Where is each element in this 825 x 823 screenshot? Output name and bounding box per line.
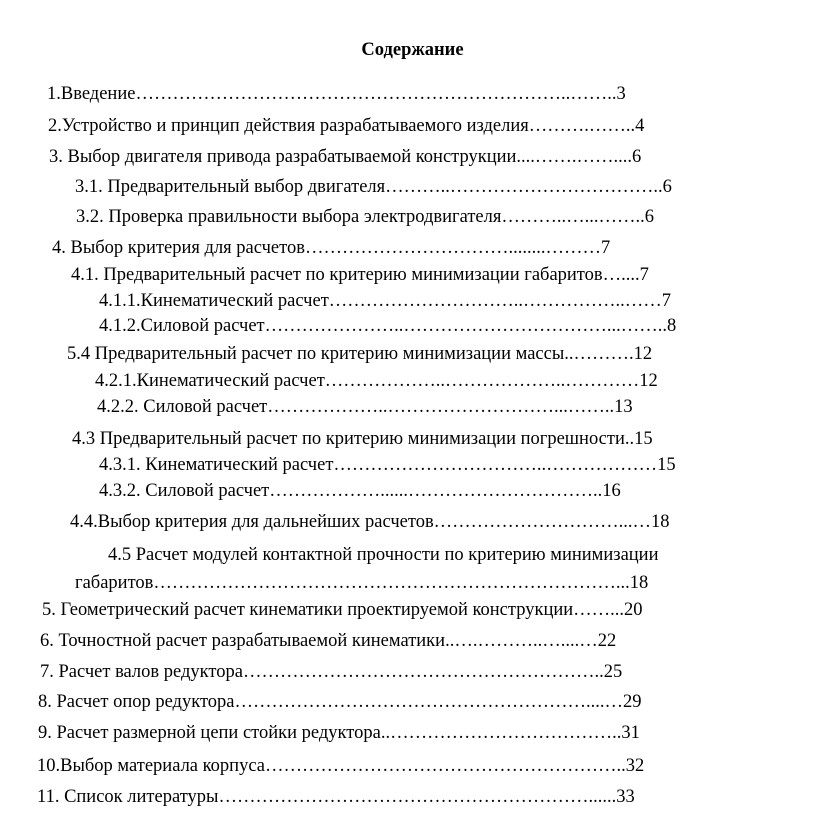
toc-entry-2: 2.Устройство и принцип действия разрабатываемого изделия……….……..4 [48, 116, 645, 136]
toc-entry-10: 10.Выбор материала корпуса…………………………………………………..32 [37, 756, 645, 776]
toc-entry-4-3-2: 4.3.2. Силовой расчет………………......…………………………..16 [99, 481, 621, 501]
toc-entry-5: 5. Геометрический расчет кинематики проектируемой конструкции……...20 [42, 600, 643, 620]
toc-entry-3-1: 3.1. Предварительный выбор двигателя………..……………………………..6 [75, 177, 672, 197]
toc-entry-8: 8. Расчет опор редуктора…………………………………………………....…29 [38, 692, 642, 712]
toc-entry-4-5-line2: габаритов…………………………………………………………………...18 [75, 573, 649, 593]
toc-entry-11: 11. Список литературы……………………………………………………......33 [37, 787, 635, 807]
toc-entry-5-4: 5.4 Предварительный расчет по критерию минимизации массы..……….12 [67, 344, 653, 364]
toc-entry-4-4: 4.4.Выбор критерия для дальнейших расчетов…………………………...…18 [70, 512, 670, 532]
toc-entry-6: 6. Точностной расчет разрабатываемой кинематики..….………..…....…22 [40, 631, 617, 651]
page-title: Содержание [361, 40, 464, 60]
toc-entry-4-1-2: 4.1.2.Силовой расчет…………………..……………………………...……..8 [99, 316, 677, 336]
toc-entry-1: 1.Введение……………………………………………………………..……..3 [47, 84, 626, 104]
toc-entry-9: 9. Расчет размерной цепи стойки редуктора..………………………………..31 [38, 723, 640, 743]
toc-entry-4-2-1: 4.2.1.Кинематический расчет………………..………………..…………12 [95, 371, 658, 391]
toc-entry-4-2-2: 4.2.2. Силовой расчет………………..………………………...……..13 [97, 397, 633, 417]
toc-entry-3: 3. Выбор двигателя привода разрабатываемой конструкции....…….……....6 [49, 147, 642, 167]
toc-entry-4-1: 4.1. Предварительный расчет по критерию минимизации габаритов…....7 [71, 265, 649, 285]
toc-entry-4-5-line1: 4.5 Расчет модулей контактной прочности по критерию минимизации [108, 545, 659, 565]
toc-entry-3-2: 3.2. Проверка правильности выбора электродвигателя………..…...……..6 [76, 207, 654, 227]
toc-entry-7: 7. Расчет валов редуктора…………………………………………………..25 [40, 662, 623, 682]
toc-entry-4-1-1: 4.1.1.Кинематический расчет…………………………..……………..……7 [99, 291, 672, 311]
toc-entry-4-3-1: 4.3.1. Кинематический расчет……………………………..………………15 [99, 455, 676, 475]
toc-entry-4: 4. Выбор критерия для расчетов……………………………........………7 [52, 238, 611, 258]
toc-entry-4-3: 4.3 Предварительный расчет по критерию минимизации погрешности..15 [72, 429, 653, 449]
